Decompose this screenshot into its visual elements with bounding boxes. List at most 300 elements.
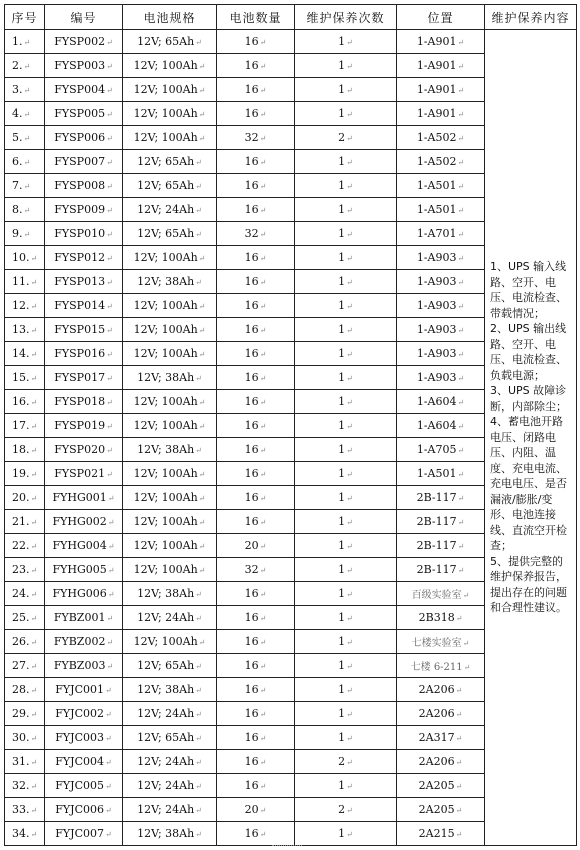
row-code [45,822,123,846]
paragraph-mark-icon: ↵ [198,494,206,503]
paragraph-mark-icon: ↵ [457,110,465,119]
row-battery-qty [217,510,295,534]
row-battery-qty-text: 16 [244,731,259,744]
row-index [5,702,45,726]
row-battery-qty-text: 16 [244,179,259,192]
row-battery-qty-text: 20 [244,539,259,552]
row-index-text: 8. [12,203,23,216]
paragraph-mark-icon: ↵ [195,38,202,47]
row-maintenance-times [295,126,397,150]
row-location [397,486,485,510]
paragraph-mark-icon: ↵ [195,206,202,215]
row-index [5,126,45,150]
paragraph-mark-icon: ↵ [106,254,113,263]
paragraph-mark-icon: ↵ [195,590,202,599]
paragraph-mark-icon: ↵ [346,806,353,815]
paragraph-mark-icon: ↵ [457,230,465,239]
row-location [397,78,485,102]
row-code [45,558,123,582]
paragraph-mark-icon: ↵ [259,662,267,671]
row-battery-spec-text: 12V; 100Ah [133,107,198,120]
row-battery-spec [123,342,217,366]
paragraph-mark-icon: ↵ [457,326,465,335]
paragraph-mark-icon: ↵ [106,374,113,383]
row-index-text: 4. [12,107,23,120]
paragraph-mark-icon: ↵ [259,158,267,167]
paragraph-mark-icon: ↵ [30,326,38,335]
row-code [45,654,123,678]
row-code-text: FYJC005 [55,779,104,792]
paragraph-mark-icon: ↵ [106,302,113,311]
row-index [5,30,45,54]
row-battery-spec [123,486,217,510]
paragraph-mark-icon: ↵ [259,38,267,47]
row-index-text: 19. [12,467,30,480]
paragraph-mark-icon: ↵ [346,614,353,623]
paragraph-mark-icon: ↵ [457,542,465,551]
row-index [5,222,45,246]
paragraph-mark-icon: ↵ [346,86,353,95]
paragraph-mark-icon: ↵ [106,638,114,647]
row-code-text: FYSP004 [54,83,106,96]
row-battery-spec [123,246,217,270]
row-code [45,246,123,270]
row-index-text: 33. [12,803,30,816]
row-battery-qty-text: 16 [244,83,259,96]
row-battery-qty-text: 16 [244,203,259,216]
row-location-text: 2A215 [418,827,455,840]
paragraph-mark-icon: ↵ [195,758,202,767]
row-code [45,366,123,390]
row-battery-qty-text: 16 [244,611,259,624]
row-code [45,702,123,726]
row-code-text: FYSP002 [54,35,106,48]
paragraph-mark-icon: ↵ [346,662,353,671]
row-index [5,510,45,534]
paragraph-mark-icon: ↵ [346,38,353,47]
paragraph-mark-icon: ↵ [346,350,353,359]
row-location-text: 1-A705 [416,443,457,456]
row-battery-spec [123,558,217,582]
row-maintenance-times-text: 2 [338,803,346,816]
paragraph-mark-icon: ↵ [259,470,267,479]
paragraph-mark-icon: ↵ [30,278,38,287]
paragraph-mark-icon: ↵ [30,830,38,839]
row-location-text: 1-A502 [416,155,457,168]
paragraph-mark-icon: ↵ [462,591,470,600]
row-battery-spec [123,606,217,630]
row-location-text: 2A205 [418,779,455,792]
paragraph-mark-icon: ↵ [105,782,112,791]
row-maintenance-times [295,486,397,510]
row-battery-qty-text: 16 [244,635,259,648]
paragraph-mark-icon: ↵ [106,398,113,407]
row-location [397,750,485,774]
row-battery-qty-text: 16 [244,323,259,336]
paragraph-mark-icon: ↵ [457,182,465,191]
paragraph-mark-icon: ↵ [106,62,113,71]
row-location-text: 1-A501 [416,467,457,480]
paragraph-mark-icon: ↵ [346,374,353,383]
row-index-text: 17. [12,419,30,432]
row-maintenance-times [295,30,397,54]
row-index [5,606,45,630]
row-location [397,390,485,414]
row-maintenance-times [295,246,397,270]
paragraph-mark-icon: ↵ [259,350,267,359]
row-code-text: FYJC007 [55,827,104,840]
row-index-text: 25. [12,611,30,624]
row-battery-qty-text: 16 [244,515,259,528]
paragraph-mark-icon: ↵ [30,614,38,623]
row-battery-spec [123,582,217,606]
row-index-text: 13. [12,323,30,336]
row-code [45,774,123,798]
row-location [397,774,485,798]
row-index-text: 32. [12,779,30,792]
paragraph-mark-icon: ↵ [259,374,267,383]
row-code [45,630,123,654]
row-battery-qty [217,774,295,798]
paragraph-mark-icon: ↵ [455,782,463,791]
paragraph-mark-icon: ↵ [107,542,115,551]
paragraph-mark-icon: ↵ [30,398,38,407]
row-index-text: 7. [12,179,23,192]
paragraph-mark-icon: ↵ [106,662,114,671]
row-maintenance-times-text: 1 [338,491,346,504]
maintenance-note: 3、UPS 故障诊断，内部除尘； [490,384,567,413]
row-maintenance-times-text: 1 [338,347,346,360]
row-maintenance-times [295,294,397,318]
paragraph-mark-icon: ↵ [198,638,206,647]
row-code-text: FYJC002 [55,707,104,720]
row-maintenance-times-text: 1 [338,179,346,192]
row-maintenance-times-text: 1 [338,275,346,288]
row-battery-spec [123,54,217,78]
row-battery-qty-text: 16 [244,779,259,792]
row-battery-qty [217,78,295,102]
row-code-text: FYHG006 [52,587,107,600]
row-maintenance-times [295,102,397,126]
row-location-text: 1-A903 [416,323,457,336]
paragraph-mark-icon: ↵ [259,230,267,239]
row-battery-spec [123,678,217,702]
row-battery-qty [217,414,295,438]
row-index [5,822,45,846]
paragraph-mark-icon: ↵ [259,62,267,71]
row-location [397,822,485,846]
row-code-text: FYSP005 [54,107,106,120]
row-battery-spec [123,78,217,102]
row-code [45,750,123,774]
row-maintenance-times [295,774,397,798]
paragraph-mark-icon: ↵ [106,278,113,287]
row-index-text: 12. [12,299,30,312]
row-code-text: FYSP016 [54,347,106,360]
paragraph-mark-icon: ↵ [198,518,206,527]
paragraph-mark-icon: ↵ [198,302,206,311]
paragraph-mark-icon: ↵ [23,206,31,215]
paragraph-mark-icon: ↵ [346,470,353,479]
row-location [397,198,485,222]
row-index-text: 18. [12,443,30,456]
row-index-text: 16. [12,395,30,408]
row-battery-qty [217,750,295,774]
header-battery-spec: 电池规格 [123,5,217,30]
paragraph-mark-icon: ↵ [198,86,206,95]
row-location-text: 2B-117 [416,539,457,552]
row-code-text: FYJC004 [55,755,104,768]
row-index [5,54,45,78]
row-battery-spec-text: 12V; 65Ah [137,35,195,48]
row-location [397,102,485,126]
paragraph-mark-icon: ↵ [30,446,38,455]
row-battery-qty [217,294,295,318]
row-index-text: 21. [12,515,30,528]
paragraph-mark-icon: ↵ [259,710,267,719]
paragraph-mark-icon: ↵ [259,686,267,695]
row-battery-spec-text: 12V; 100Ah [133,395,198,408]
paragraph-mark-icon: ↵ [106,206,113,215]
row-maintenance-times [295,78,397,102]
row-location-text: 七楼 6-211 [410,662,463,673]
row-index [5,246,45,270]
row-index-text: 2. [12,59,23,72]
row-battery-spec [123,726,217,750]
paragraph-mark-icon: ↵ [346,734,353,743]
row-code-text: FYBZ001 [53,611,106,624]
paragraph-mark-icon: ↵ [105,710,112,719]
row-battery-qty-text: 20 [244,803,259,816]
row-index [5,582,45,606]
row-index [5,438,45,462]
row-battery-spec-text: 12V; 38Ah [137,827,195,840]
row-battery-spec [123,534,217,558]
row-maintenance-times-text: 1 [338,323,346,336]
paragraph-mark-icon: ↵ [455,806,463,815]
row-battery-spec-text: 12V; 65Ah [137,227,195,240]
paragraph-mark-icon: ↵ [195,806,202,815]
row-location [397,510,485,534]
paragraph-mark-icon: ↵ [259,446,267,455]
paragraph-mark-icon: ↵ [457,494,465,503]
paragraph-mark-icon: ↵ [259,734,267,743]
paragraph-mark-icon: ↵ [23,134,31,143]
row-battery-qty [217,54,295,78]
row-index [5,558,45,582]
row-maintenance-times [295,630,397,654]
row-location [397,174,485,198]
row-battery-spec [123,822,217,846]
row-maintenance-times-text: 1 [338,515,346,528]
row-maintenance-times-text: 1 [338,203,346,216]
row-code-text: FYSP014 [54,299,106,312]
row-location [397,126,485,150]
row-battery-spec-text: 12V; 100Ah [133,251,198,264]
row-location-text: 七楼实验室 [411,638,462,649]
row-location-text: 1-A903 [416,299,457,312]
row-maintenance-times [295,222,397,246]
row-battery-spec [123,414,217,438]
row-battery-qty [217,246,295,270]
row-location [397,294,485,318]
row-code [45,102,123,126]
row-maintenance-times [295,174,397,198]
maintenance-table-container [4,4,577,846]
row-location [397,150,485,174]
row-index-text: 22. [12,539,30,552]
row-battery-qty [217,150,295,174]
row-maintenance-times [295,198,397,222]
row-maintenance-times-text: 1 [338,299,346,312]
row-code [45,54,123,78]
paragraph-mark-icon: ↵ [106,614,114,623]
row-code [45,486,123,510]
paragraph-mark-icon: ↵ [105,686,112,695]
row-index-text: 14. [12,347,30,360]
row-battery-qty [217,222,295,246]
row-index [5,198,45,222]
row-index-text: 15. [12,371,30,384]
paragraph-mark-icon: ↵ [30,638,38,647]
row-index-text: 3. [12,83,23,96]
paragraph-mark-icon: ↵ [106,230,113,239]
row-battery-spec-text: 12V; 24Ah [137,803,195,816]
row-location [397,366,485,390]
row-code-text: FYSP019 [54,419,106,432]
row-code-text: FYSP018 [54,395,106,408]
row-code [45,174,123,198]
paragraph-mark-icon: ↵ [457,518,465,527]
row-maintenance-times [295,702,397,726]
row-battery-spec-text: 12V; 100Ah [133,347,198,360]
row-maintenance-times-text: 1 [338,35,346,48]
paragraph-mark-icon: ↵ [195,182,202,191]
paragraph-mark-icon: ↵ [30,518,38,527]
row-battery-spec-text: 12V; 38Ah [137,683,195,696]
row-location-text: 2B-117 [416,515,457,528]
paragraph-mark-icon: ↵ [259,302,267,311]
paragraph-mark-icon: ↵ [106,134,113,143]
paragraph-mark-icon: ↵ [346,278,353,287]
paragraph-mark-icon: ↵ [259,494,267,503]
row-battery-qty [217,726,295,750]
row-battery-spec [123,222,217,246]
row-battery-spec-text: 12V; 100Ah [133,299,198,312]
row-index [5,174,45,198]
row-maintenance-times-text: 1 [338,611,346,624]
paragraph-mark-icon: ↵ [106,446,113,455]
row-location-text: 1-A604 [416,395,457,408]
paragraph-mark-icon: ↵ [23,110,31,119]
paragraph-mark-icon: ↵ [457,398,465,407]
row-battery-spec-text: 12V; 24Ah [137,755,195,768]
paragraph-mark-icon: ↵ [346,638,353,647]
paragraph-mark-icon: ↵ [30,422,38,431]
row-index-text: 29. [12,707,30,720]
paragraph-mark-icon: ↵ [23,230,31,239]
row-location [397,726,485,750]
row-maintenance-times-text: 1 [338,395,346,408]
row-location-text: 1-A903 [416,347,457,360]
row-code [45,534,123,558]
row-battery-qty [217,342,295,366]
row-battery-spec [123,630,217,654]
row-location-text: 2A206 [418,683,455,696]
maintenance-content-cell [485,30,577,846]
paragraph-mark-icon: ↵ [195,446,202,455]
row-battery-spec [123,366,217,390]
row-battery-qty-text: 16 [244,755,259,768]
row-index [5,390,45,414]
row-maintenance-times-text: 1 [338,227,346,240]
row-battery-spec [123,798,217,822]
paragraph-mark-icon: ↵ [346,398,353,407]
row-index [5,774,45,798]
row-code-text: FYSP009 [54,203,106,216]
paragraph-mark-icon: ↵ [457,470,465,479]
paragraph-mark-icon: ↵ [457,446,465,455]
row-location [397,558,485,582]
paragraph-mark-icon: ↵ [455,830,463,839]
row-location [397,54,485,78]
row-maintenance-times [295,342,397,366]
paragraph-mark-icon: ↵ [259,830,267,839]
row-battery-qty [217,558,295,582]
row-battery-spec-text: 12V; 65Ah [137,155,195,168]
row-code [45,30,123,54]
row-battery-qty-text: 16 [244,443,259,456]
paragraph-mark-icon: ↵ [259,518,267,527]
row-index [5,462,45,486]
row-location-text: 1-A901 [416,59,457,72]
row-battery-qty-text: 32 [244,131,259,144]
row-battery-spec-text: 12V; 65Ah [137,179,195,192]
row-maintenance-times-text: 2 [338,131,346,144]
paragraph-mark-icon: ↵ [30,734,38,743]
row-location [397,30,485,54]
row-code [45,414,123,438]
paragraph-mark-icon: ↵ [30,710,38,719]
row-maintenance-times [295,726,397,750]
paragraph-mark-icon: ↵ [346,422,353,431]
paragraph-mark-icon: ↵ [106,182,113,191]
paragraph-mark-icon: ↵ [259,182,267,191]
paragraph-mark-icon: ↵ [30,374,38,383]
row-maintenance-times-text: 1 [338,371,346,384]
paragraph-mark-icon: ↵ [346,542,353,551]
paragraph-mark-icon: ↵ [30,494,38,503]
row-code [45,678,123,702]
row-location-text: 1-A501 [416,203,457,216]
paragraph-mark-icon: ↵ [195,278,202,287]
paragraph-mark-icon: ↵ [106,110,113,119]
row-battery-qty [217,366,295,390]
row-maintenance-times [295,438,397,462]
row-battery-qty-text: 16 [244,683,259,696]
row-battery-spec-text: 12V; 100Ah [133,83,198,96]
row-battery-qty [217,822,295,846]
row-code-text: FYSP021 [54,467,106,480]
paragraph-mark-icon: ↵ [346,134,353,143]
row-index-text: 9. [12,227,23,240]
row-code-text: FYJC006 [55,803,104,816]
row-index-text: 34. [12,827,30,840]
row-battery-qty [217,318,295,342]
paragraph-mark-icon: ↵ [107,518,115,527]
paragraph-mark-icon: ↵ [346,566,353,575]
row-index [5,414,45,438]
